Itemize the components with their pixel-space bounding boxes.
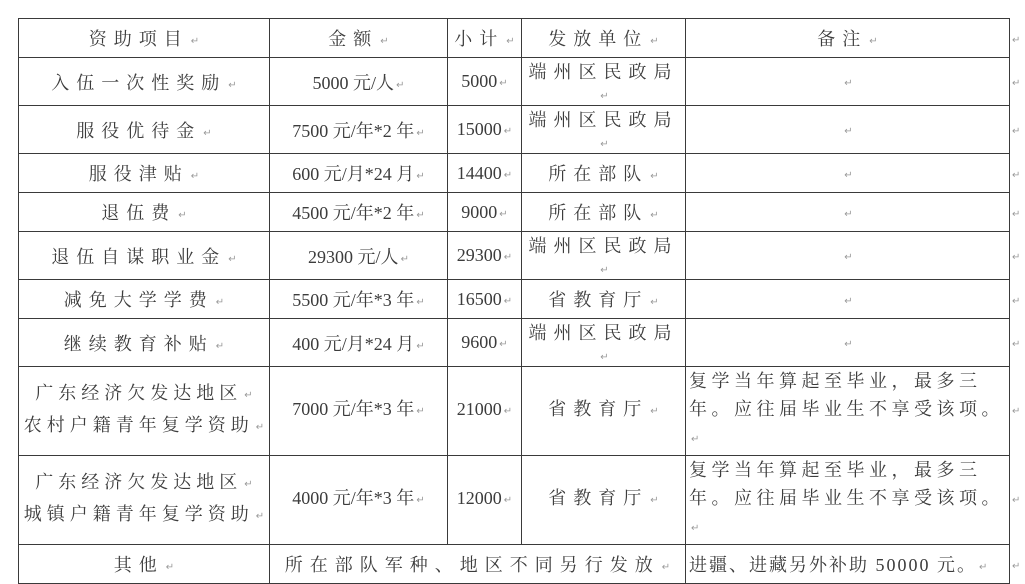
paragraph-mark: ↵ bbox=[416, 406, 425, 417]
paragraph-mark: ↵ bbox=[503, 126, 513, 137]
cell-amount: 5000 元/人 ↵ bbox=[270, 58, 448, 106]
cell-subtotal: 16500 ↵ bbox=[448, 280, 522, 319]
paragraph-mark: ↵ bbox=[203, 127, 212, 139]
cell-note bbox=[686, 106, 1010, 154]
cell-note bbox=[686, 154, 1010, 193]
cell-item: 广东经济欠发达地区 ↵ 农村户籍青年复学资助 ↵ bbox=[19, 367, 270, 456]
table-row bbox=[19, 106, 1025, 154]
cell-amount: 29300 元/人 ↵ bbox=[270, 232, 448, 280]
cell-amount: 4500 元/年*2 年 ↵ bbox=[270, 193, 448, 232]
cell-unit: 所在部队 ↵ bbox=[522, 154, 686, 193]
cell-item: 服役优待金 ↵ bbox=[19, 106, 270, 154]
cell-unit: 端州区民政局↵ bbox=[522, 232, 686, 280]
header-cell-amount: 金额 ↵ bbox=[270, 19, 448, 58]
cell-subtotal: 5000 ↵ bbox=[448, 58, 522, 106]
paragraph-mark: ↵ bbox=[416, 297, 425, 308]
paragraph-mark: ↵ bbox=[503, 495, 513, 506]
paragraph-mark: ↵ bbox=[650, 36, 659, 47]
table-header-row bbox=[19, 19, 1025, 58]
cell-merged-distribution: 所在部队军种、地区不同另行发放 ↵ bbox=[270, 545, 686, 584]
paragraph-mark: ↵ bbox=[844, 339, 853, 350]
cell-item: 减免大学学费 ↵ bbox=[19, 280, 270, 319]
header-cell-note: 备注 ↵ bbox=[686, 19, 1010, 58]
paragraph-mark: ↵ bbox=[190, 36, 200, 47]
cell-unit: 省教育厅 ↵ bbox=[522, 367, 686, 456]
row-end-mark bbox=[1010, 154, 1025, 193]
cell-amount: 7000 元/年*3 年 ↵ bbox=[270, 367, 448, 456]
cell-unit: 省教育厅 ↵ bbox=[522, 456, 686, 545]
table-row bbox=[19, 319, 1025, 367]
row-end-mark bbox=[1010, 545, 1025, 584]
paragraph-mark: ↵ bbox=[228, 253, 237, 265]
paragraph-mark: ↵ bbox=[499, 78, 508, 89]
table-footer-row bbox=[19, 545, 1025, 584]
table-row bbox=[19, 280, 1025, 319]
cell-note: 复学当年算起至毕业，最多三 年。应往届毕业生不享受该项。↵ bbox=[686, 456, 1010, 545]
cell-note: 复学当年算起至毕业，最多三 年。应往届毕业生不享受该项。↵ bbox=[686, 367, 1010, 456]
cell-note bbox=[686, 193, 1010, 232]
paragraph-mark: ↵ bbox=[416, 210, 425, 221]
table-row bbox=[19, 154, 1025, 193]
table-row bbox=[19, 367, 1025, 456]
paragraph-mark: ↵ bbox=[691, 523, 700, 534]
cell-unit: 端州区民政局↵ bbox=[522, 106, 686, 154]
row-end-mark bbox=[1010, 456, 1025, 545]
cell-subtotal: 9600 ↵ bbox=[448, 319, 522, 367]
paragraph-mark: ↵ bbox=[844, 295, 853, 307]
paragraph-mark: ↵ bbox=[1012, 252, 1021, 263]
paragraph-mark: ↵ bbox=[600, 265, 609, 276]
paragraph-mark: ↵ bbox=[255, 511, 265, 522]
paragraph-mark: ↵ bbox=[416, 495, 425, 506]
paragraph-mark: ↵ bbox=[869, 36, 878, 47]
row-end-mark bbox=[1010, 193, 1025, 232]
cell-unit: 端州区民政局↵ bbox=[522, 58, 686, 106]
paragraph-mark: ↵ bbox=[503, 406, 513, 417]
paragraph-mark: ↵ bbox=[844, 126, 853, 137]
cell-amount: 4000 元/年*3 年 ↵ bbox=[270, 456, 448, 545]
paragraph-mark: ↵ bbox=[165, 562, 175, 573]
row-end-mark bbox=[1010, 319, 1025, 367]
row-end-mark bbox=[1010, 232, 1025, 280]
cell-item: 继续教育补贴 ↵ bbox=[19, 319, 270, 367]
row-end-mark bbox=[1010, 19, 1025, 58]
paragraph-mark: ↵ bbox=[499, 339, 508, 350]
cell-item: 广东经济欠发达地区 ↵ 城镇户籍青年复学资助 ↵ bbox=[19, 456, 270, 545]
paragraph-mark: ↵ bbox=[503, 252, 513, 263]
cell-item: 服役津贴 ↵ bbox=[19, 154, 270, 193]
paragraph-mark: ↵ bbox=[503, 169, 513, 181]
cell-unit: 所在部队 ↵ bbox=[522, 193, 686, 232]
paragraph-mark: ↵ bbox=[661, 562, 671, 573]
cell-subtotal: 21000 ↵ bbox=[448, 367, 522, 456]
paragraph-mark: ↵ bbox=[1012, 495, 1021, 506]
cell-item: 退伍费 ↵ bbox=[19, 193, 270, 232]
cell-unit: 端州区民政局↵ bbox=[522, 319, 686, 367]
header-cell-item: 资助项目 ↵ bbox=[19, 19, 270, 58]
paragraph-mark: ↵ bbox=[215, 297, 225, 308]
paragraph-mark: ↵ bbox=[400, 253, 409, 265]
paragraph-mark: ↵ bbox=[1012, 169, 1021, 181]
cell-subtotal: 12000 ↵ bbox=[448, 456, 522, 545]
paragraph-mark: ↵ bbox=[1012, 295, 1021, 307]
cell-subtotal: 29300 ↵ bbox=[448, 232, 522, 280]
paragraph-mark: ↵ bbox=[979, 562, 988, 573]
cell-item: 其他 ↵ bbox=[19, 545, 270, 584]
cell-note: 进疆、进藏另外补助 50000 元。 ↵ bbox=[686, 545, 1010, 584]
paragraph-mark: ↵ bbox=[1012, 34, 1021, 46]
paragraph-mark: ↵ bbox=[600, 91, 609, 102]
row-end-mark bbox=[1010, 367, 1025, 456]
cell-item: 入伍一次性奖励 ↵ bbox=[19, 58, 270, 106]
paragraph-mark: ↵ bbox=[244, 390, 253, 401]
header-cell-subtotal: 小计 ↵ bbox=[448, 19, 522, 58]
paragraph-mark: ↵ bbox=[244, 479, 253, 490]
cell-note bbox=[686, 58, 1010, 106]
paragraph-mark: ↵ bbox=[416, 340, 425, 352]
cell-subtotal: 14400 ↵ bbox=[448, 154, 522, 193]
cell-subtotal: 9000 ↵ bbox=[448, 193, 522, 232]
paragraph-mark: ↵ bbox=[844, 78, 853, 89]
paragraph-mark: ↵ bbox=[1012, 339, 1021, 350]
paragraph-mark: ↵ bbox=[844, 252, 853, 263]
subsidy-table bbox=[18, 18, 1025, 584]
paragraph-mark: ↵ bbox=[396, 79, 405, 91]
paragraph-mark: ↵ bbox=[380, 36, 389, 47]
row-end-mark bbox=[1010, 58, 1025, 106]
table-row bbox=[19, 456, 1025, 545]
paragraph-mark: ↵ bbox=[178, 210, 187, 221]
paragraph-mark: ↵ bbox=[255, 422, 265, 433]
paragraph-mark: ↵ bbox=[416, 127, 425, 139]
paragraph-mark: ↵ bbox=[844, 169, 853, 181]
paragraph-mark: ↵ bbox=[844, 208, 853, 220]
paragraph-mark: ↵ bbox=[650, 297, 659, 308]
paragraph-mark: ↵ bbox=[228, 79, 237, 91]
paragraph-mark: ↵ bbox=[1012, 406, 1021, 417]
paragraph-mark: ↵ bbox=[600, 352, 609, 363]
table-row bbox=[19, 193, 1025, 232]
table-row bbox=[19, 232, 1025, 280]
cell-amount: 5500 元/年*3 年 ↵ bbox=[270, 280, 448, 319]
cell-unit: 省教育厅 ↵ bbox=[522, 280, 686, 319]
paragraph-mark: ↵ bbox=[1012, 208, 1021, 220]
row-end-mark bbox=[1010, 106, 1025, 154]
paragraph-mark: ↵ bbox=[416, 171, 425, 182]
paragraph-mark: ↵ bbox=[600, 139, 609, 150]
cell-amount: 400 元/月*24 月 ↵ bbox=[270, 319, 448, 367]
header-cell-unit: 发放单位 ↵ bbox=[522, 19, 686, 58]
cell-note bbox=[686, 319, 1010, 367]
cell-amount: 7500 元/年*2 年 ↵ bbox=[270, 106, 448, 154]
paragraph-mark: ↵ bbox=[215, 340, 225, 352]
paragraph-mark: ↵ bbox=[190, 171, 200, 182]
paragraph-mark: ↵ bbox=[1012, 78, 1021, 89]
cell-subtotal: 15000 ↵ bbox=[448, 106, 522, 154]
paragraph-mark: ↵ bbox=[691, 434, 700, 445]
cell-amount: 600 元/月*24 月 ↵ bbox=[270, 154, 448, 193]
cell-note bbox=[686, 232, 1010, 280]
paragraph-mark: ↵ bbox=[650, 210, 659, 221]
cell-note bbox=[686, 280, 1010, 319]
paragraph-mark: ↵ bbox=[1012, 560, 1021, 572]
cell-item: 退伍自谋职业金 ↵ bbox=[19, 232, 270, 280]
paragraph-mark: ↵ bbox=[650, 171, 659, 182]
paragraph-mark: ↵ bbox=[650, 495, 659, 506]
paragraph-mark: ↵ bbox=[499, 208, 508, 220]
paragraph-mark: ↵ bbox=[506, 36, 515, 47]
paragraph-mark: ↵ bbox=[650, 406, 659, 417]
row-end-mark bbox=[1010, 280, 1025, 319]
paragraph-mark: ↵ bbox=[503, 295, 513, 307]
paragraph-mark: ↵ bbox=[1012, 126, 1021, 137]
table-row bbox=[19, 58, 1025, 106]
